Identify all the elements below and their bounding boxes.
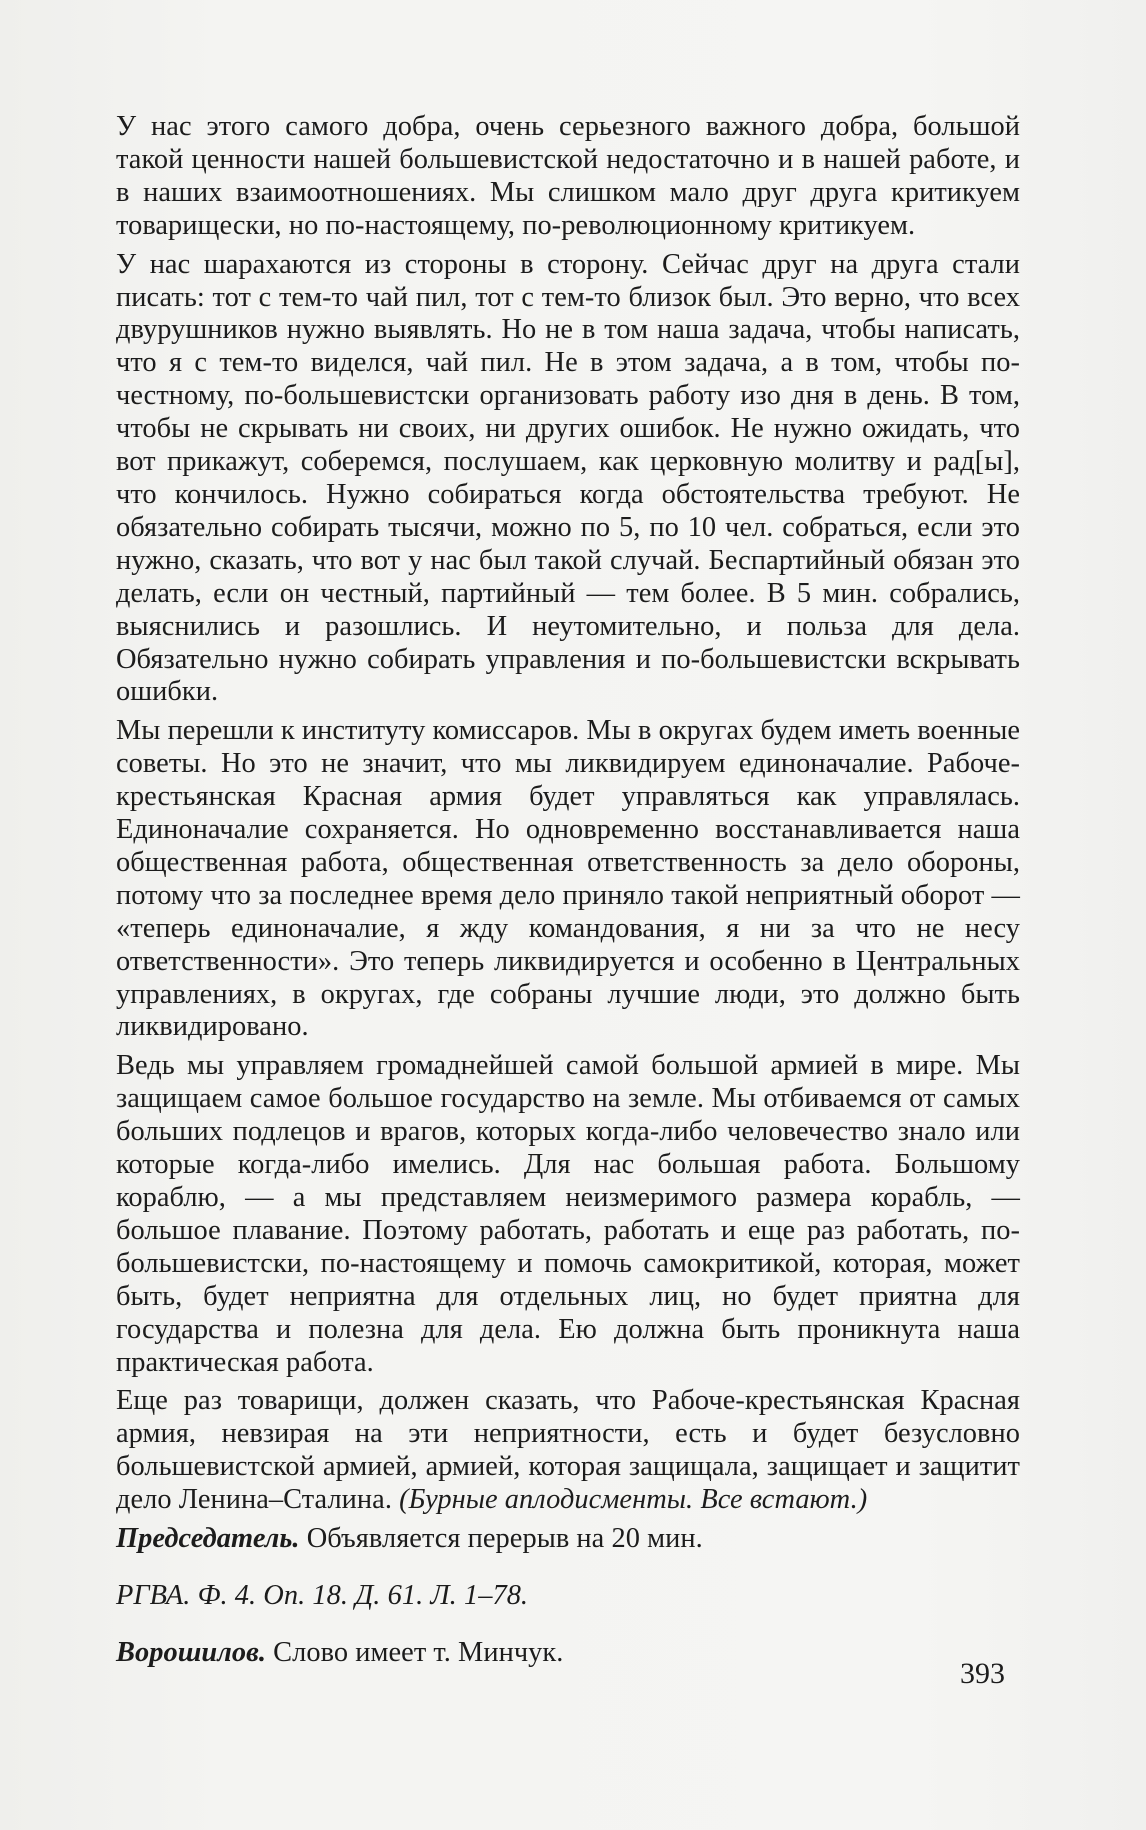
paragraph-5 xyxy=(116,1385,1020,1517)
paragraph-2-text: У нас шарахаются из стороны в сторону. Сейчас друг на друга стали писать: тот с тем-то чай пил, тот с тем-то близок был. Это верно, что всех двурушников нужно выявлять. Но не в том наша задача, чтобы написать, что я с тем-то виделся, чай пил. Не в этом задача, а в том, чтобы по-честному, по-большевистски организовать работу изо дня в день. В том, чтобы не скрывать ни своих, ни других ошибок. Не нужно ожидать, что вот прикажут, соберемся, послушаем, как церковную молитву и рад[ы], что кончилось. Нужно собираться когда обстоятельства требуют. Не обязательно собирать тысячи, можно по 5, по 10 чел. собраться, если это нужно, сказать, что вот у нас был такой случай. Беспартийный обязан это делать, если он честный, партийный — тем более. В 5 мин. собрались, выяснились и разошлись. И неутомительно, и польза для дела. Обязательно нужно собирать управления и по-большевистски вскрывать ошибки. xyxy=(116,248,1020,708)
paragraph-3-text: Мы перешли к институту комиссаров. Мы в округах будем иметь военные советы. Но это не значит, что мы ликвидируем единоначалие. Рабоче-крестьянская Красная армия будет управляться как управлялась. Единоначалие сохраняется. Но одновременно восстанавливается наша общественная работа, общественная ответственность за дело обороны, потому что за последнее время дело приняло такой неприятный оборот — «теперь единоначалие, я жду командования, я ни за что не несу ответственности». Это теперь ликвидируется и особенно в Центральных управлениях, в округах, где собраны лучшие люди, это должно быть ликвидировано. xyxy=(116,715,1020,1043)
voroshilov-line xyxy=(116,1637,1020,1670)
body-text xyxy=(116,111,1020,1676)
paragraph-2 xyxy=(116,249,1020,710)
spacer xyxy=(116,1619,1020,1637)
chairman-line xyxy=(116,1523,1020,1556)
speaker-voroshilov: Ворошилов. xyxy=(116,1636,267,1668)
paragraph-1 xyxy=(116,111,1020,243)
speaker-chairman: Председатель. xyxy=(116,1523,300,1555)
paragraph-4-text: Ведь мы управляем громаднейшей самой большой армией в мире. Мы защищаем самое большое государство на земле. Мы отбиваемся от самых больших подлецов и врагов, которых когда-либо человечество знало или которые когда-либо имелись. Для нас большая работа. Большому кораблю, — а мы представляем неизмеримого размера корабль, — большое плавание. Поэтому работать, работать и еще раз работать, по-большевистски, по-настоящему и помочь самокритикой, которая, может быть, будет неприятна для отдельных лиц, но будет приятна для государства и полезна для дела. Ею должна быть проникнута наша практическая работа. xyxy=(116,1050,1020,1378)
chairman-text: Объявляется перерыв на 20 мин. xyxy=(299,1523,703,1555)
paragraph-4 xyxy=(116,1050,1020,1379)
stage-direction: (Бурные аплодисменты. Все встают.) xyxy=(399,1484,868,1516)
archive-citation xyxy=(116,1580,1020,1613)
page-number: 393 xyxy=(960,1657,1005,1690)
paragraph-5-text: Еще раз товарищи, должен сказать, что Рабоче-крестьянская Красная армия, невзирая на эти неприятности, есть и будет безусловно большевистской армией, армией, которая защищала, защищает и защитит дело Ленина–Сталина. xyxy=(116,1385,1020,1516)
citation-text: РГВА. Ф. 4. Оп. 18. Д. 61. Л. 1–78. xyxy=(116,1579,529,1611)
paragraph-1-text: У нас этого самого добра, очень серьезного важного добра, большой такой ценности нашей большевистской недостаточно и в нашей работе, и в наших взаимоотношениях. Мы слишком мало друг друга критикуем товарищески, но по-настоящему, по-революционному критикуем. xyxy=(116,111,1020,241)
voroshilov-text: Слово имеет т. Минчук. xyxy=(266,1636,564,1668)
spacer xyxy=(116,1562,1020,1580)
paragraph-3 xyxy=(116,715,1020,1044)
